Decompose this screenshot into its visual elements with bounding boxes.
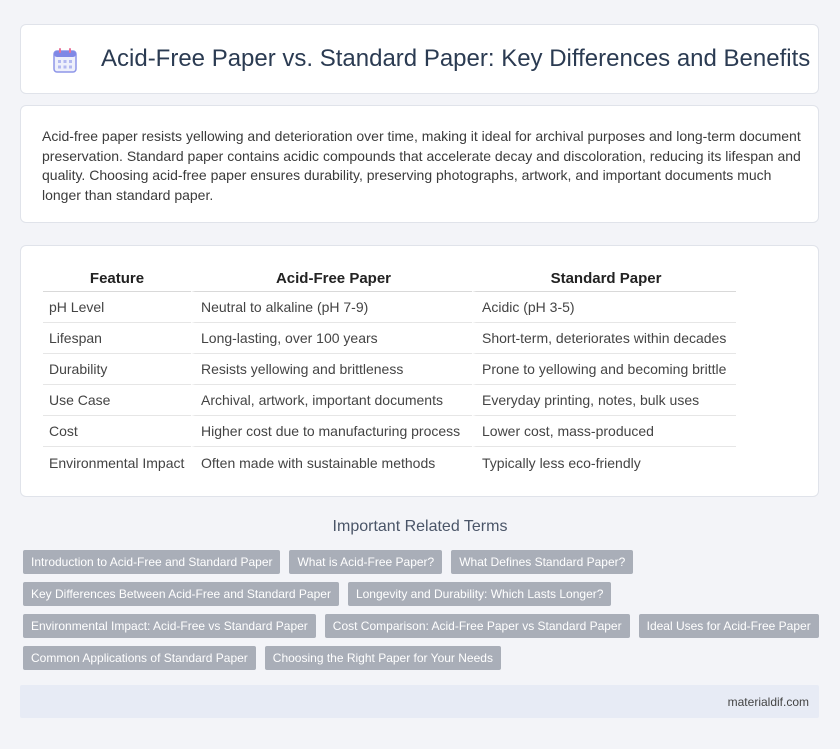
table-row xyxy=(43,292,736,323)
table-cell: Archival, artwork, important documents xyxy=(191,385,472,416)
table-row xyxy=(43,447,736,478)
calendar-icon xyxy=(53,47,77,73)
table-cell: Often made with sustainable methods xyxy=(191,447,472,478)
related-term-tag[interactable]: Environmental Impact: Acid-Free vs Standard Paper xyxy=(23,614,316,638)
table-cell: Typically less eco-friendly xyxy=(472,447,736,478)
related-terms-list xyxy=(23,550,823,678)
related-terms-title: Important Related Terms xyxy=(332,518,508,535)
table-cell: Higher cost due to manufacturing process xyxy=(191,416,472,447)
table-cell: Environmental Impact xyxy=(49,454,185,471)
table-cell: Durability xyxy=(43,354,191,385)
header-acid-free: Acid-Free Paper xyxy=(191,266,472,292)
table-row xyxy=(43,416,736,447)
table-cell: Prone to yellowing and becoming brittle xyxy=(472,354,736,385)
comparison-table xyxy=(43,266,736,478)
table-row xyxy=(43,354,736,385)
related-term-tag[interactable]: Longevity and Durability: Which Lasts Longer? xyxy=(348,582,611,606)
page-title: Acid-Free Paper vs. Standard Paper: Key Differences and Benefits xyxy=(101,45,811,72)
header-card xyxy=(20,24,819,94)
related-term-tag[interactable]: Choosing the Right Paper for Your Needs xyxy=(265,646,501,670)
comparison-table-card xyxy=(20,245,819,497)
related-term-tag[interactable]: Ideal Uses for Acid-Free Paper xyxy=(639,614,819,638)
table-cell: Long-lasting, over 100 years xyxy=(191,323,472,354)
table-cell: Resists yellowing and brittleness xyxy=(191,354,472,385)
table-cell: Lower cost, mass-produced xyxy=(472,416,736,447)
tag-row xyxy=(23,582,823,606)
footer-site-link[interactable]: materialdif.com xyxy=(727,695,809,709)
related-term-tag[interactable]: Cost Comparison: Acid-Free Paper vs Standard Paper xyxy=(325,614,630,638)
header-standard: Standard Paper xyxy=(472,266,736,292)
header-feature: Feature xyxy=(43,266,191,292)
table-cell: Cost xyxy=(43,416,191,447)
table-cell: Neutral to alkaline (pH 7-9) xyxy=(191,292,472,323)
related-term-tag[interactable]: Key Differences Between Acid-Free and Standard Paper xyxy=(23,582,339,606)
table-cell: Lifespan xyxy=(43,323,191,354)
table-header-row xyxy=(43,266,736,292)
table-row xyxy=(43,385,736,416)
table-cell: Acidic (pH 3-5) xyxy=(472,292,736,323)
table-cell: Everyday printing, notes, bulk uses xyxy=(472,385,736,416)
table-row xyxy=(43,323,736,354)
related-term-tag[interactable]: Common Applications of Standard Paper xyxy=(23,646,256,670)
footer xyxy=(20,685,819,718)
table-cell: pH Level xyxy=(43,292,191,323)
intro-text: Acid-free paper resists yellowing and deterioration over time, making it ideal for archival purposes and long-term document preservation. Standard paper contains acidic compounds that accelerate decay and discoloration, reducing its lifespan and quality. Choosing acid-free paper ensures durability, preserving photographs, artwork, and important documents much longer than standard paper. xyxy=(42,128,801,203)
intro-card xyxy=(20,105,819,223)
table-cell: Use Case xyxy=(43,385,191,416)
tag-row xyxy=(23,550,823,574)
tag-row xyxy=(23,646,823,670)
related-term-tag[interactable]: What Defines Standard Paper? xyxy=(451,550,633,574)
tag-row xyxy=(23,614,823,638)
related-term-tag[interactable]: Introduction to Acid-Free and Standard Paper xyxy=(23,550,280,574)
table-cell: Short-term, deteriorates within decades xyxy=(472,323,736,354)
related-term-tag[interactable]: What is Acid-Free Paper? xyxy=(289,550,442,574)
